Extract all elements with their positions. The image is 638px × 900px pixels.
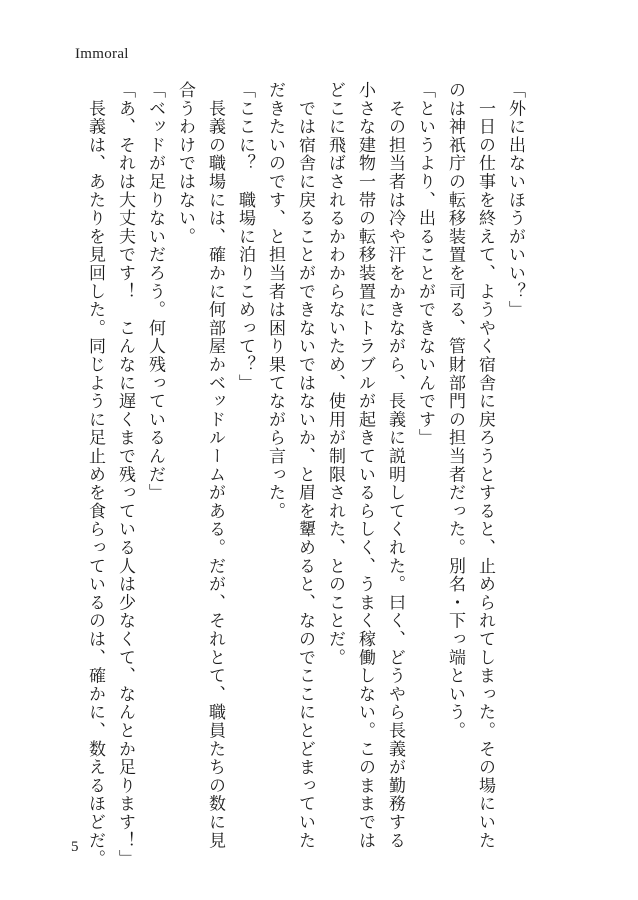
text-line: その担当者は冷や汗をかきながら、長義に説明してくれた。曰く、どうやら長義が勤務する — [385, 81, 405, 850]
text-line: 長義の職場には、確かに何部屋かベッドルームがある。だが、それとて、職員たちの数に見 — [205, 81, 225, 850]
novel-body-text — [80, 81, 530, 868]
running-header-title: Immoral — [75, 46, 129, 62]
text-line: 「あ、それは大丈夫です！ こんなに遅くまで残っている人は少なくて、なんとか足ります！」 — [115, 81, 135, 868]
text-line: 小さな建物一帯の転移装置にトラブルが起きているらしく、うまく稼働しない。このままでは — [355, 81, 375, 850]
text-line: のは神祇庁の転移装置を司る、管財部門の担当者だった。別名・下っ端という。 — [445, 81, 465, 740]
text-line: 「外に出ないほうがいい？」 — [505, 81, 525, 319]
text-line: 合うわけではない。 — [175, 81, 195, 246]
text-line: 「ベッドが足りないだろう。何人残っているんだ」 — [145, 81, 165, 502]
text-line: どこに飛ばされるかわからないため、使用が制限された、とのことだ。 — [325, 81, 345, 667]
text-line: 「というより、出ることができないんです」 — [415, 81, 435, 447]
text-line: 一日の仕事を終えて、ようやく宿舎に戻ろうとすると、止められてしまった。その場にいた — [475, 81, 495, 850]
text-line: だきたいのです、と担当者は困り果てながら言った。 — [265, 81, 285, 521]
text-line: 「ここに？ 職場に泊りこめって？」 — [235, 81, 255, 393]
page-number: 5 — [71, 839, 79, 855]
text-line: では宿舎に戻ることができないではないか、と眉を顰めると、なのでここにとどまっていた — [295, 81, 315, 850]
text-line: 長義は、あたりを見回した。同じように足止めを食らっているのは、確かに、数えるほどだ。 — [85, 81, 105, 868]
